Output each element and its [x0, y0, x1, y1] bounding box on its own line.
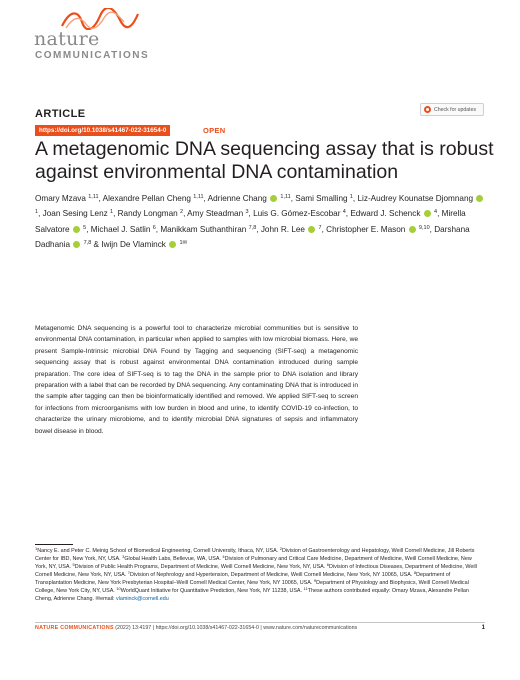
author[interactable]: [35, 194, 99, 203]
author[interactable]: [350, 209, 437, 218]
orcid-icon[interactable]: [308, 226, 315, 233]
orcid-icon[interactable]: [409, 226, 416, 233]
author[interactable]: [103, 194, 204, 203]
author-affiliation-marker: 1,11: [280, 194, 291, 200]
author[interactable]: [253, 209, 346, 218]
author-name: Amy Steadman: [187, 209, 244, 219]
author[interactable]: [160, 225, 256, 234]
article-type-label: ARTICLE: [35, 108, 86, 120]
author-affiliation-marker: 3: [245, 209, 249, 216]
author-affiliation-marker: 4: [434, 209, 438, 216]
author-affiliation-marker: 2: [180, 209, 184, 216]
author-affiliation-marker: 1: [349, 194, 353, 200]
author[interactable]: [43, 209, 113, 218]
author-affiliation-marker: 7,8: [248, 224, 257, 231]
author-name: Edward J. Schenck: [350, 209, 421, 219]
author[interactable]: [261, 225, 322, 234]
logo-word-nature: nature: [34, 28, 100, 50]
author-affiliation-marker: 7: [318, 224, 322, 231]
page-number: 1: [481, 625, 485, 631]
author-name: Adrienne Chang: [207, 194, 267, 203]
affiliation-item: $^{11}$These authors contributed equally: Omary Mzava, Alexandre Pellan Cheng, Adrienne Chang.: [35, 586, 469, 602]
author[interactable]: [91, 225, 156, 234]
affiliation-item: $^5$Division of Public Health Programs, Department of Medicine, Weill Cornell Medicine, New York, NY, USA.: [72, 562, 327, 570]
author-list: Omary Mzava $^{1,11}$, Alexandre Pellan Cheng $^{1,11}$, Adrienne Chang $^{1,11}$, Sami Smalling $^1$, Liz-Audrey Kounatse Djomnang $^1$, Joan Sesing Lenz $^1$, Randy Longman $^2$, Amy Steadman $^3$, Luis G. Gómez-Escobar $^4$, Edward J. Schenck $^4$, Mirella Salvatore $^5$, Michael J. Satlin $^6$, Manikkam Suthanthiran $^{7,8}$, John R. Lee $^7$, Christopher E. Mason $^{9,10}$, Darshana Dadhania $^{7,8}$ & Iwijn De Vlaminck $^{1✉}$: [35, 191, 490, 252]
author-name: Iwijn De Vlaminck: [101, 239, 166, 249]
author-name: Luis G. Gómez-Escobar: [253, 209, 341, 219]
email-icon: ✉: [95, 596, 101, 602]
affiliation-item: $^7$Division of Nephrology and Hypertension, Department of Medicine, Weill Cornell Medicine, New York, NY 10065, USA.: [127, 570, 414, 578]
author[interactable]: [295, 194, 353, 203]
affiliation-item: $^2$Division of Gastroenterology and Hepatology, Weill Cornell Medicine, Jill Roberts Center for IBD, New York, NY, USA.: [35, 546, 475, 562]
author[interactable]: [208, 194, 291, 203]
author-affiliation-marker: 1: [110, 209, 114, 216]
footer-doi-link[interactable]: https://doi.org/10.1038/s41467-022-31654-0: [155, 625, 259, 631]
journal-logo: [34, 8, 150, 61]
email-label: email:: [100, 596, 116, 602]
affiliation-item: $^{10}$WorldQuant Initiative for Quantitative Prediction, New York, NY 11238, USA.: [116, 586, 304, 594]
author-affiliation-marker: 5: [83, 224, 87, 231]
author[interactable]: [118, 209, 183, 218]
author-affiliation-marker: 1,11: [88, 194, 99, 200]
author-affiliation-marker: 4: [342, 209, 346, 216]
check-for-updates-button[interactable]: [420, 103, 484, 116]
footer-journal: NATURE COMMUNICATIONS: [35, 625, 114, 631]
author-name: Liz-Audrey Kounatse Djomnang: [357, 194, 474, 203]
author-affiliation-marker: 9,10: [418, 224, 430, 231]
author-name: Joan Sesing Lenz: [42, 209, 108, 219]
author-name: Alexandre Pellan Cheng: [102, 194, 191, 203]
author-name: Darshana Dadhania: [35, 224, 470, 249]
check-for-updates-label: Check for updates: [434, 106, 477, 113]
orcid-icon[interactable]: [73, 241, 80, 248]
orcid-icon[interactable]: [424, 210, 431, 217]
affiliation-item: $^3$Global Health Labs, Bellevue, WA, USA.: [122, 554, 223, 562]
author-name: Sami Smalling: [295, 194, 348, 203]
author-affiliation-marker: 1,11: [193, 194, 204, 200]
author-name: Mirella Salvatore: [35, 209, 466, 234]
logo-word-communications: COMMUNICATIONS: [35, 50, 150, 61]
affiliation-item: $^8$Department of Transplantation Medicine, New York Presbyterian Hospital–Weill Cornell Medical Center, New York, NY 10065, USA.: [35, 570, 451, 586]
affiliations-divider: [35, 544, 73, 545]
affiliation-item: $^6$Division of Infectious Diseases, Department of Medicine, Weill Cornell Medicine, New York, NY, USA.: [35, 562, 477, 578]
orcid-icon[interactable]: [476, 195, 483, 202]
page-footer: NATURE COMMUNICATIONS (2022) 13:4197 | https://doi.org/10.1038/s41467-022-31654-0 | www.nature.com/naturecommunications 1: [35, 625, 485, 631]
author-name: Randy Longman: [117, 209, 178, 219]
footer-citation: (2022) 13:4197: [115, 625, 152, 631]
orcid-icon[interactable]: [270, 195, 277, 202]
author-name: Michael J. Satlin: [90, 224, 151, 234]
orcid-icon[interactable]: [73, 226, 80, 233]
affiliations: [35, 547, 485, 603]
author[interactable]: [187, 209, 248, 218]
email-link[interactable]: vlaminck@cornell.edu: [115, 596, 169, 602]
author[interactable]: [326, 225, 429, 234]
author-affiliation-marker: 1: [35, 209, 39, 216]
author-affiliation-marker: 7,8: [83, 239, 92, 246]
abstract-text: Metagenomic DNA sequencing is a powerful tool to characterize microbial communities but is sensitive to environmental DNA contamination, in particular when applied to samples with low microbial biomass. Here, we present Sample-Intrinsic microbial DNA Found by Tagging and sequencing (SIFT-seq) a metagenomic sequencing assay that is robust against environmental DNA contamination introduced during sample preparation. The core idea of SIFT-seq is to tag the DNA in the sample prior to DNA isolation and library preparation with a label that can be recorded by DNA sequencing. Any contaminating DNA that is introduced in the sample after tagging can then be bioinformatically identified and removed. We applied SIFT-seq to screen for infections from microorganisms with low burden in blood and urine, to identify COVID-19 co-infection, to characterize the urinary microbiome, and to identify microbial DNA signatures of sepsis and inflammatory bowel disease in blood.: [35, 325, 358, 435]
doi-link[interactable]: https://doi.org/10.1038/s41467-022-31654-0: [35, 125, 170, 136]
orcid-icon[interactable]: [169, 241, 176, 248]
affiliation-item: $^4$Division of Pulmonary and Critical Care Medicine, Department of Medicine, Weill Cornell Medicine, New York, NY, USA.: [35, 554, 472, 570]
author[interactable]: [101, 240, 187, 249]
affiliation-item: $^1$Nancy E. and Peter C. Meinig School of Biomedical Engineering, Cornell University, Ithaca, NY, USA.: [35, 546, 280, 554]
article-title: A metagenomic DNA sequencing assay that is robust against environmental DNA contamination: [35, 138, 494, 183]
footer-site-link[interactable]: www.nature.com/naturecommunications: [263, 625, 358, 631]
open-access-tag: OPEN: [203, 126, 226, 135]
author-name: John R. Lee: [260, 224, 305, 234]
footer-divider: [35, 622, 485, 623]
author-name: Christopher E. Mason: [326, 224, 406, 234]
affiliation-item: $^9$Department of Physiology and Biophysics, Weill Cornell Medical College, New York City, NY, USA.: [35, 578, 469, 594]
updates-icon: [424, 106, 431, 113]
author-name: Manikkam Suthanthiran: [160, 224, 247, 234]
author-affiliation-marker: 1✉: [179, 239, 188, 246]
author-affiliation-marker: 6: [152, 224, 156, 231]
logo-swirl-icon: [60, 8, 140, 30]
author-name: Omary Mzava: [35, 194, 86, 203]
